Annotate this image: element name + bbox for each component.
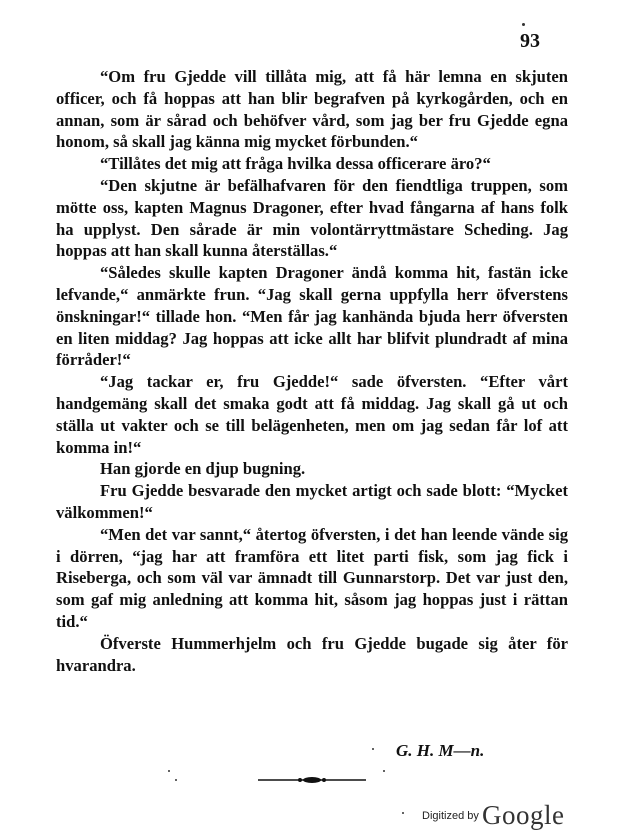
paragraph: “Jag tackar er, fru Gjedde!“ sade öfversten. “Efter vårt handgemäng skall det smaka godt att få middag. Jag skall gå ut och ställa ut vakter och se till belägenheten, men om jag sedan får lof att komma in!“ bbox=[56, 372, 568, 457]
paragraph: Öfverste Hummerhjelm och fru Gjedde bugade sig åter för hvarandra. bbox=[56, 633, 568, 675]
paragraph: “Om fru Gjedde vill tillåta mig, att få här lemna en skjuten officer, och få hoppas att han blir begrafven på kyrkogården, och en annan, som är sårad och behöfver vård, som jag ber fru Gjedde egna honom, så skall jag känna mig mycket förbunden.“ bbox=[56, 67, 568, 152]
page-number: 93 bbox=[520, 30, 540, 52]
digitized-by-label: Digitized by bbox=[422, 810, 479, 822]
paragraph: “Således skulle kapten Dragoner ändå komma hit, fastän icke lefvande,“ anmärkte frun. “Jag skall gerna uppfylla herr öfverstens önskningar!“ tillade hon. “Men får jag kanhända bjuda herr öfversten en liten middag? Jag hoppas att icke allt har blifvit plundradt af mina förråder!“ bbox=[56, 263, 568, 370]
speck bbox=[175, 779, 177, 781]
author-signature: G. H. M—n. bbox=[396, 741, 485, 760]
ornament-rule bbox=[258, 776, 366, 784]
speck bbox=[372, 748, 374, 750]
google-logo: Google bbox=[482, 800, 565, 830]
paragraph: “Men det var sannt,“ återtog öfversten, i det han leende vände sig i dörren, “jag har att framföra ett litet parti fisk, som jag fick i Riseberga, och som väl var ämnadt till Gunnarstorp. Det var just den, som gaf mig anledning att komma hit, såsom jag hoppas just i rättan tid.“ bbox=[56, 524, 568, 631]
speck bbox=[383, 770, 385, 772]
body-text bbox=[56, 66, 568, 676]
paragraph: Fru Gjedde besvarade den mycket artigt och sade blott: “Mycket välkommen!“ bbox=[56, 481, 568, 522]
speck bbox=[402, 812, 404, 814]
paragraph: “Tillåtes det mig att fråga hvilka dessa officerare äro?“ bbox=[100, 154, 491, 174]
paragraph: “Den skjutne är befälhafvaren för den fiendtliga truppen, som mötte oss, kapten Magnus Dragoner, efter hvad fångarna af hans folk ha upplyst. Den sårade är min volontärryttmästare Scheding. Jag hoppas att han skall kunna återställas.“ bbox=[56, 175, 568, 261]
speck bbox=[522, 23, 525, 26]
speck bbox=[168, 770, 170, 772]
paragraph: Han gjorde en djup bugning. bbox=[100, 459, 306, 479]
